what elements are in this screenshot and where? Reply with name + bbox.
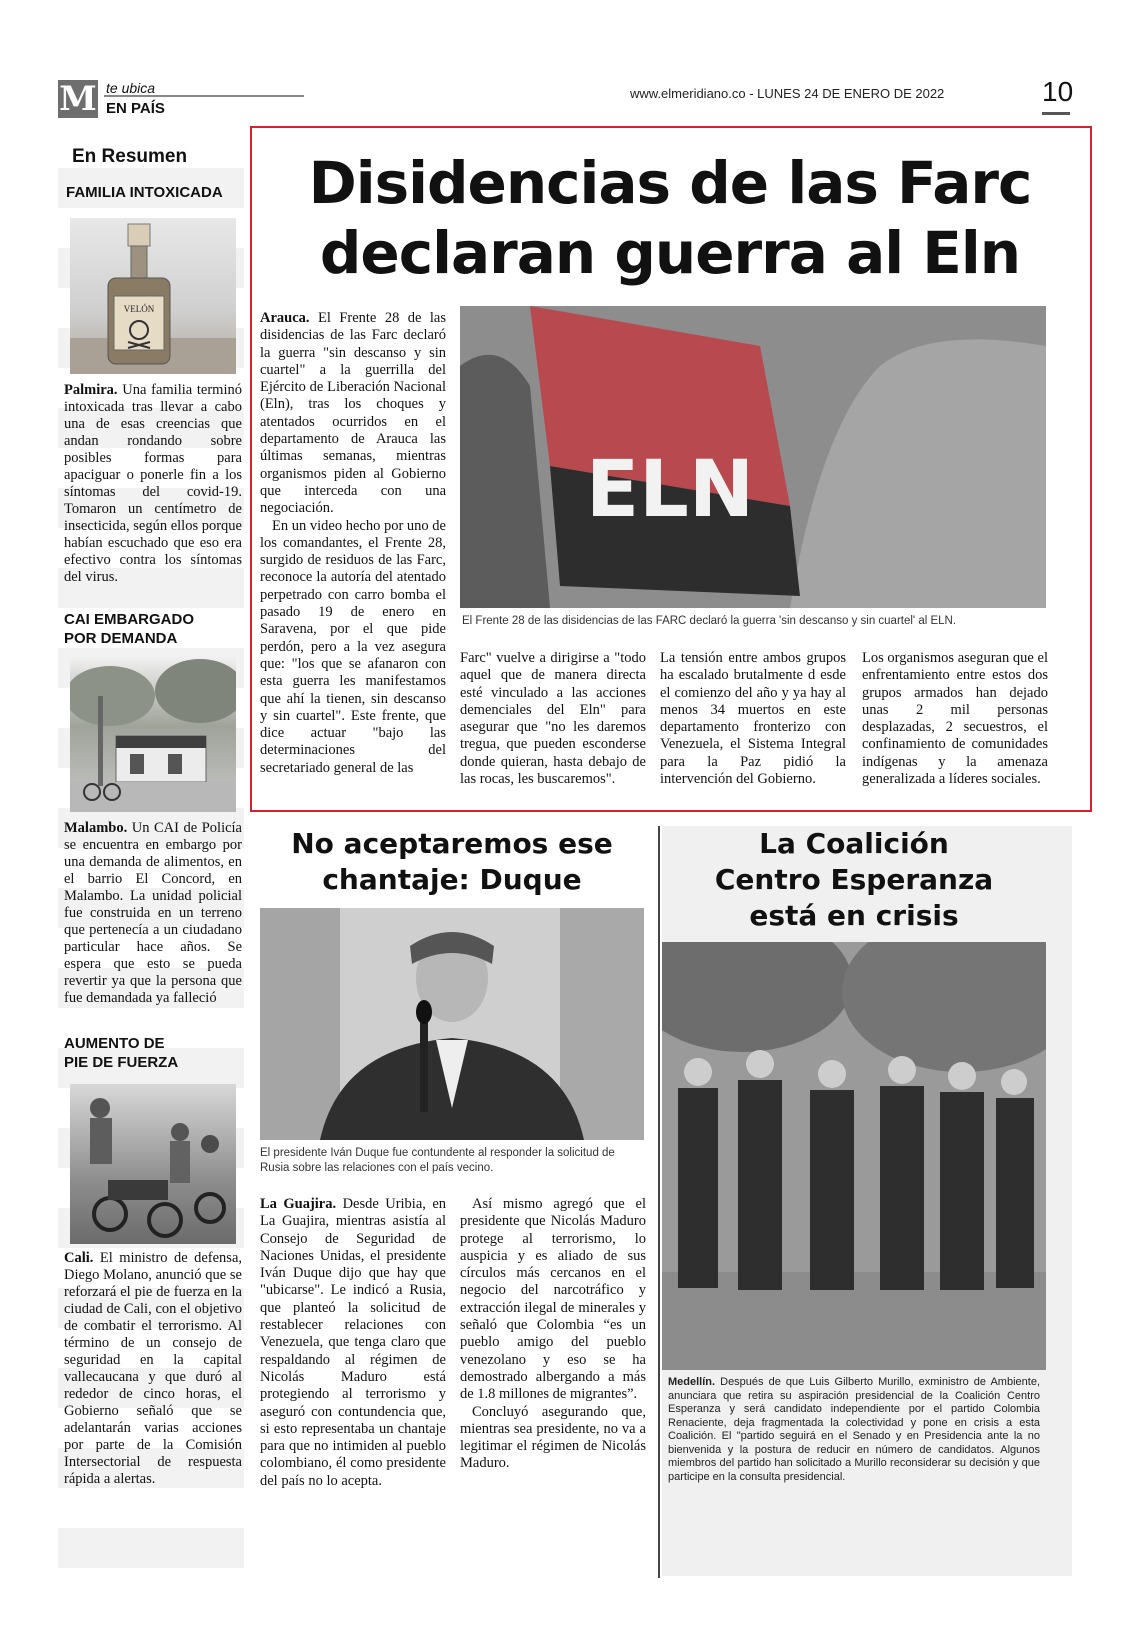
column-divider <box>658 826 660 1578</box>
summary-body-cali: El ministro de defensa, Diego Molano, anunció que se reforzará el pie de fuerza en la ciudad de Cali, con el objetivo de combatir el terrorismo. Al término de un consejo de seguridad en la capital vallecaucana y que duró al rededor de cinco horas, el Gobierno señaló que se adelantarán varias acciones por parte de la Comisión Intersectorial de respuesta rápida a alertas. <box>64 1250 243 1487</box>
summary-heading-cali <box>64 1034 178 1072</box>
coalition-article-lead: Medellín. <box>668 1376 716 1388</box>
motorcycle-police-photo <box>70 1084 236 1244</box>
summary-text-familia <box>64 382 242 586</box>
motorcycle-police-icon <box>70 1084 236 1244</box>
main-article-lead: Arauca. <box>260 310 310 326</box>
eln-flag-photo <box>460 306 1046 608</box>
bottle-label: VELÓN <box>123 304 155 314</box>
summary-heading-cali-line1: AUMENTO DE <box>64 1035 165 1052</box>
coalition-article-body: Después de que Luis Gilberto Murillo, exministro de Ambiente, anunciara que retira su aspiración presidencial de la Coalición Centro Esperanza y será candidato independiente por el partido Colombia Renaciente, deja fragmentada la colectividad y pone en crisis a esta Coalición. El "partido seguirá en el Senado y en Presidencia ante la no bienvenida y la postura de reducir en número de candidatos. Algunos miembros del partido han solicitado a Murillo reconsiderar su decisión y que participe en la consulta presidencial. <box>668 1376 1040 1483</box>
duque-article-col1 <box>260 1196 446 1490</box>
main-article-col3: La tensión entre ambos grupos ha escalado brutalmente d esde el comienzo del año y ya hay al menos 34 muertos en este departamento fronterizo con Venezuela, el Sistema Integral para la Paz pidió la intervención del Gobierno. <box>660 650 846 788</box>
summary-lead-cali: Cali. <box>64 1250 94 1266</box>
coalition-group-icon <box>662 942 1046 1370</box>
summary-heading-familia: FAMILIA INTOXICADA <box>66 184 223 201</box>
summary-heading-cai-line2: POR DEMANDA <box>64 630 178 647</box>
duque-article-col2-p2: Concluyó asegurando que, mientras sea presidente, no va a legitimar el régimen de Nicolás Maduro. <box>460 1403 646 1472</box>
duque-photo <box>260 908 644 1140</box>
summary-lead-familia: Palmira. <box>64 382 118 398</box>
duque-headline <box>262 826 642 898</box>
coalition-article-text <box>668 1376 1040 1484</box>
main-photo-caption: El Frente 28 de las disidencias de las FARC declaró la guerra 'sin descanso y sin cuartel' al ELN. <box>462 615 957 627</box>
poison-bottle-icon <box>70 218 236 374</box>
coalition-headline <box>662 826 1046 934</box>
main-headline-line2: declaran guerra al Eln <box>319 219 1021 287</box>
main-article-col4: Los organismos aseguran que el enfrentamiento entre estos dos grupos armados han dejado unas 2 mil personas desplazadas, 2 secuestros, el confinamiento de comunidades indígenas y la amenaza generalizada a líderes sociales. <box>862 650 1048 788</box>
newspaper-logo: M <box>59 79 97 119</box>
main-headline <box>270 148 1070 288</box>
eln-flag-icon <box>460 306 1046 608</box>
summary-text-cali <box>64 1250 242 1488</box>
main-headline-line1: Disidencias de las Farc <box>308 149 1032 217</box>
police-station-photo <box>70 656 236 812</box>
coalition-headline-line1: La Coalición <box>759 827 949 860</box>
duque-speaking-icon <box>260 908 644 1140</box>
summary-text-cai <box>64 820 242 1007</box>
duque-article-col2 <box>460 1196 646 1473</box>
duque-headline-line1: No aceptaremos ese <box>291 827 613 860</box>
duque-article-col1-text: Desde Uribia, en La Guajira, mientras asistía al Consejo de Seguridad de Naciones Unidas, el presidente Iván Duque dijo que hay que "ubicarse". Le indicó a Rusia, que planteó la solicitud de restablecer relaciones con Venezuela, que tenga claro que respaldando al régimen de Nicolás Maduro está protegiendo al terrorismo y aseguró con contundencia que, si esto representaba un chantaje para que no intimiden al pueblo colombiano, él como presidente del país no lo acepta. <box>260 1196 447 1489</box>
duque-article-lead: La Guajira. <box>260 1196 337 1212</box>
main-article-col2: Farc" vuelve a dirigirse a "todo aquel que de manera directa esté vinculado a las acciones demenciales del Eln" para asegurar que "no les daremos tregua, que pueden esconderse donde quieran, hasta debajo de las rocas, les buscaremos". <box>460 650 646 788</box>
summary-lead-cai: Malambo. <box>64 820 128 836</box>
section-kicker: te ubica <box>106 80 156 96</box>
summary-heading-cai <box>64 610 194 648</box>
page-number-rule <box>1042 112 1070 115</box>
duque-article-col2-text: Así mismo agregó que el presidente que Nicolás Maduro protege al terrorismo, lo auspicia y es aliado de sus círculos más cercanos en el negocio del narcotráfico y extracción ilegal de minerales y señaló que Colombia “es un pueblo amigo del pueblo venezolano y eso se ha demostrado albergando a más de 1.8 millones de migrantes”. <box>460 1196 646 1403</box>
summary-heading-cali-line2: PIE DE FUERZA <box>64 1054 179 1071</box>
main-article-col1-text: El Frente 28 de las disidencias de las Farc declaró la guerra "sin descanso y sin cuartel" a la guerrilla del Ejército de Liberación Nacional (Eln), tras los choques y atentados ocurridos en el departamento de Arauca las últimas semanas, mientras organismos piden al Gobierno que interceda con una negociación. <box>260 310 446 517</box>
dateline: www.elmeridiano.co - LUNES 24 DE ENERO DE 2022 <box>630 86 945 101</box>
summary-heading-cai-line1: CAI EMBARGADO <box>64 611 194 628</box>
coalition-group-photo <box>662 942 1046 1370</box>
main-article-col1 <box>260 310 446 777</box>
duque-headline-line2: chantaje: Duque <box>322 863 582 896</box>
poison-bottle-photo <box>70 218 236 374</box>
main-article-col1-p2: En un video hecho por uno de los comandantes, el Frente 28, surgido de residuos de las Farc, reconoce la autoría del atentado perpetrado con carro bomba el pasado 19 de enero en Saravena, por el que pide perdón, pero a la vez asegura que: "los que se afanaron con esta guerra les manifestamos que ahí la tienen, sin descanso y sin cuartel". Este frente, que dice actuar "bajo las determinaciones del secretariado general de las <box>260 517 446 776</box>
duque-photo-caption: El presidente Iván Duque fue contundente al responder la solicitud de Rusia sobre las relaciones con el país vecino. <box>260 1147 615 1174</box>
summary-body-familia: Una familia terminó intoxicada tras llevar a cabo una de esas creencias que andan rondando sobre posibles formas para apaciguar o ponerle fin a los síntomas del covid-19. Tomaron un centímetro de insecticida, según ellos porque habían escuchado que eso era efectivo contra los síntomas del virus. <box>64 382 242 585</box>
page-number: 10 <box>1042 76 1074 107</box>
flag-text: ELN <box>585 445 755 535</box>
coalition-headline-line2: Centro Esperanza <box>714 863 994 896</box>
coalition-headline-line3: está en crisis <box>749 899 959 932</box>
police-station-icon <box>70 656 236 812</box>
section-name: EN PAÍS <box>106 100 165 117</box>
summary-body-cai: Un CAI de Policía se encuentra en embargo por una demanda de alimentos, en el barrio El Concord, en Malambo. La unidad policial fue construida en un terreno que pertenecía a un ciudadano particular hace años. Se espera que esto se pueda revertir ya que la persona que fue demandada ya falleció <box>64 820 242 1006</box>
sidebar-title: En Resumen <box>72 146 188 167</box>
